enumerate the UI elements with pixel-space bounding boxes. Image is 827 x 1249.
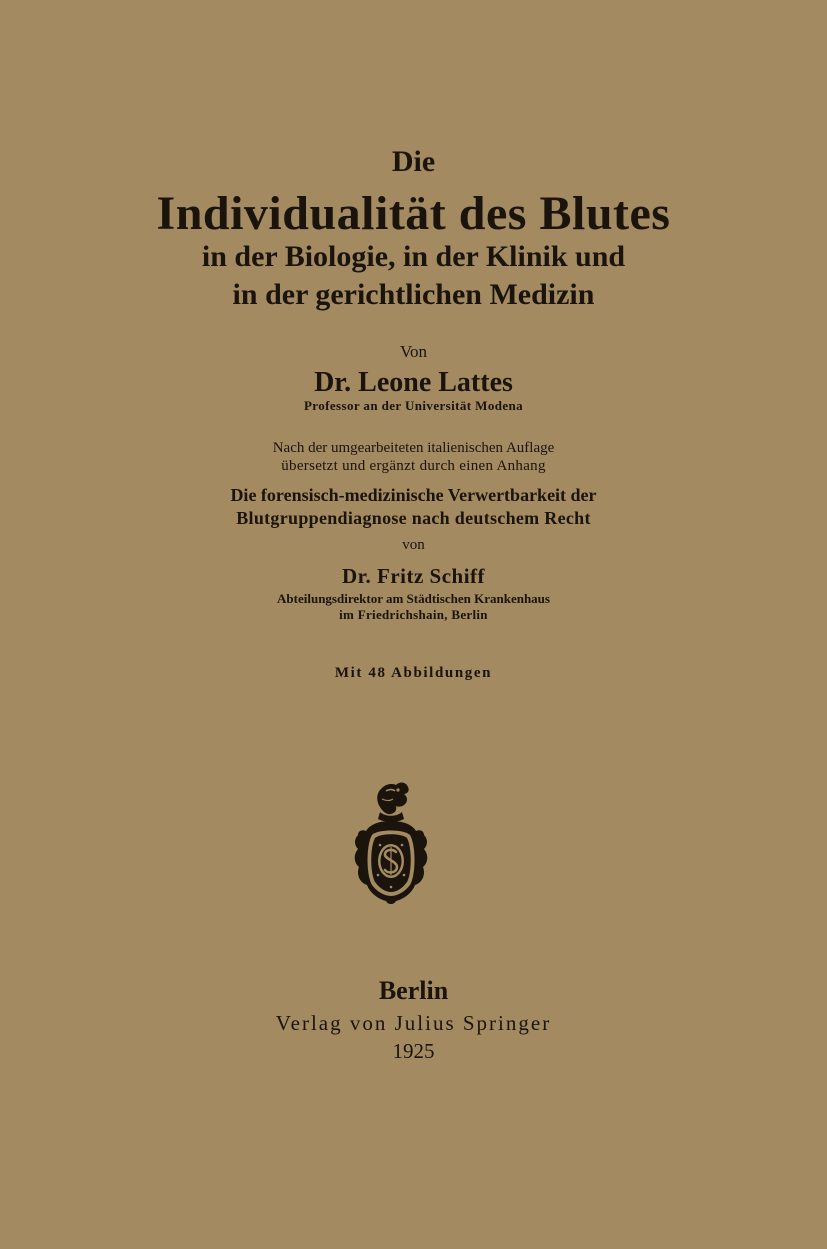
publication-year: 1925	[392, 1039, 435, 1063]
appendix-title-line-2: Blutgruppendiagnose nach deutschem Recht	[236, 508, 591, 528]
appendix-title-line-1: Die forensisch-medizinische Verwertbarkeit der	[230, 485, 597, 505]
title-article: Die	[391, 145, 436, 178]
subtitle-line-1: in der Biologie, in der Klinik und	[201, 240, 626, 273]
publisher-name: Verlag von Julius Springer	[275, 1011, 552, 1035]
by-label-2: von	[402, 537, 425, 553]
author-affiliation: Professor an der Universität Modena	[303, 398, 524, 413]
by-label: Von	[399, 342, 428, 361]
translation-note-line-2: übersetzt und ergänzt durch einen Anhang	[281, 458, 546, 474]
illustrations-note: Mit 48 Abbildungen	[334, 665, 493, 681]
translation-note-line-1: Nach der umgearbeiteten italienischen Auflage	[272, 440, 555, 456]
main-title: Individualität des Blutes	[156, 187, 671, 240]
publisher-city: Berlin	[378, 976, 449, 1005]
coauthor-name: Dr. Fritz Schiff	[341, 564, 486, 588]
coauthor-affiliation-line-2: im Friedrichshain, Berlin	[339, 607, 488, 622]
subtitle-line-2: in der gerichtlichen Medizin	[232, 278, 595, 311]
coauthor-affiliation-line-1: Abteilungsdirektor am Städtischen Krankenhaus	[277, 591, 550, 606]
author-name: Dr. Leone Lattes	[314, 367, 513, 398]
springer-knight-emblem-icon	[350, 779, 432, 911]
